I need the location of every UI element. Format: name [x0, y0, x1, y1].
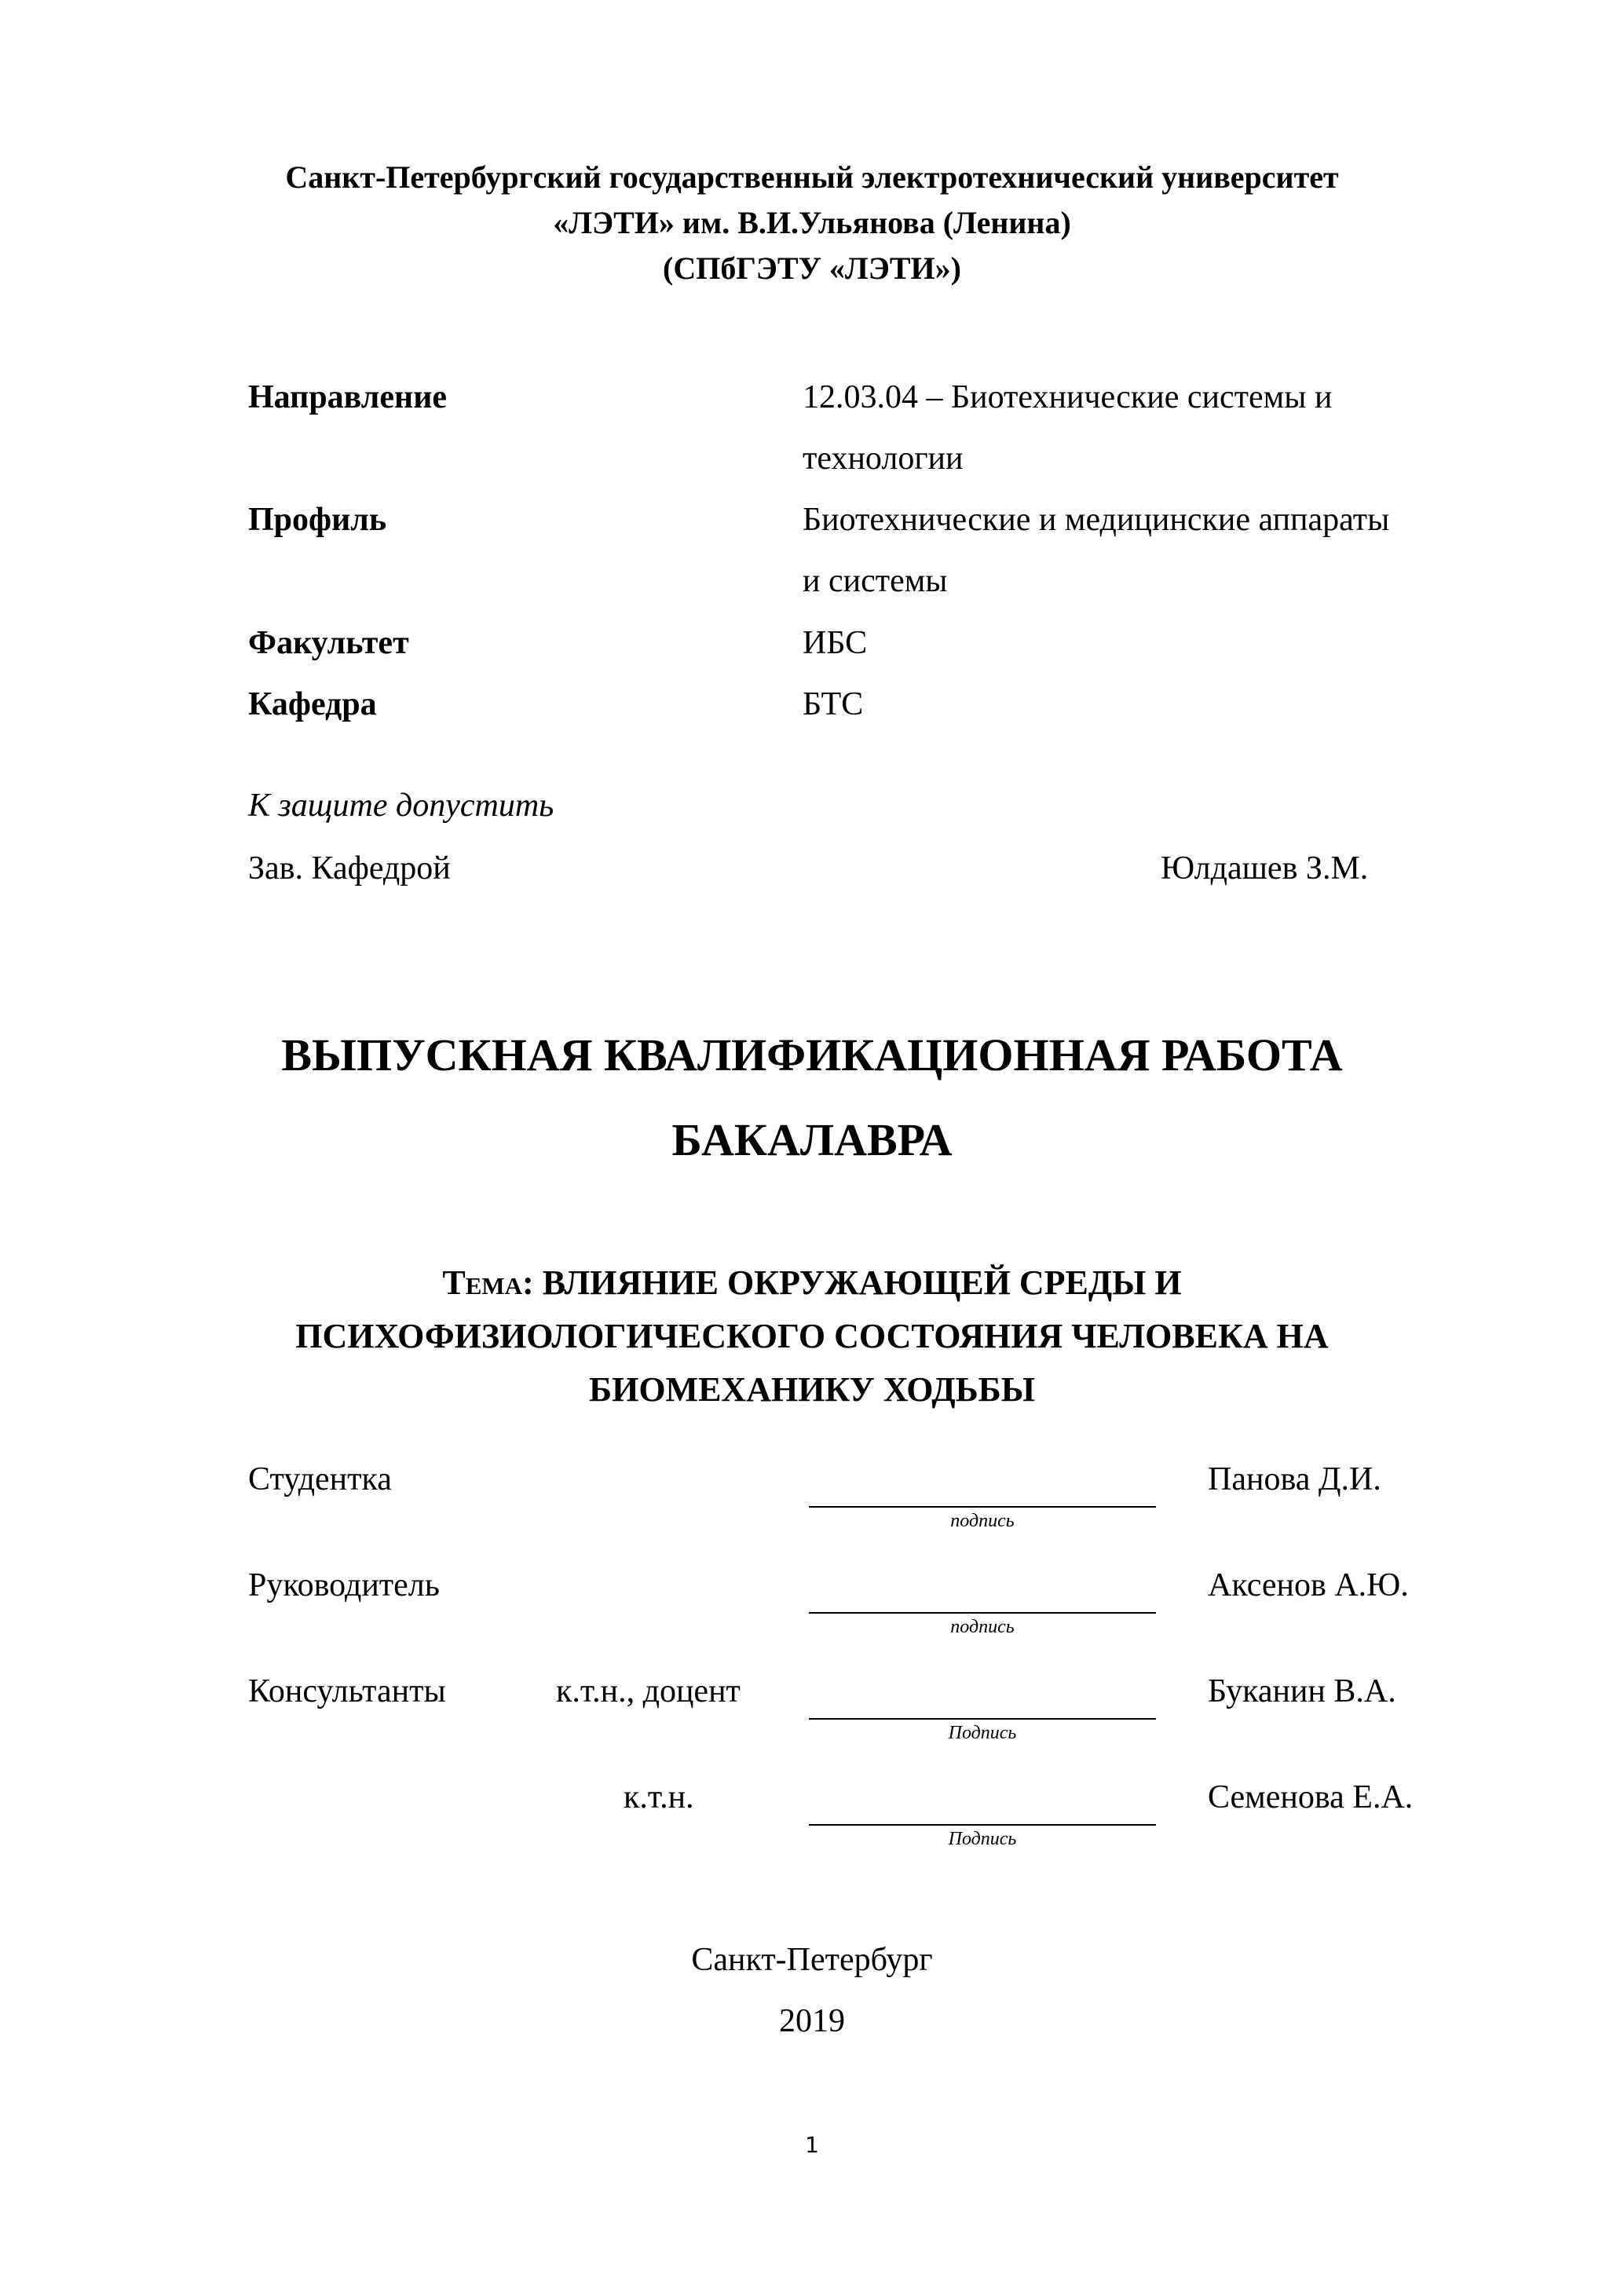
university-name: Санкт-Петербургский государственный электротехнический университет	[285, 159, 1339, 195]
head-of-department-title: Зав. Кафедрой	[248, 850, 451, 887]
university-name-line2: «ЛЭТИ» им. В.И.Ульянова (Ленина)	[553, 205, 1071, 240]
work-title-line2: БАКАЛАВРА	[671, 1114, 953, 1165]
profile-value: Биотехнические и медицинские аппараты	[803, 502, 1390, 538]
page-number: 1	[805, 2132, 819, 2158]
direction-value: 12.03.04 – Биотехнические системы и	[803, 379, 1333, 415]
university-abbreviation: (СПбГЭТУ «ЛЭТИ»)	[663, 250, 961, 286]
signature-name-supervisor: Аксенов А.Ю.	[1208, 1567, 1409, 1603]
profile-value-cont: и системы	[803, 563, 948, 599]
topic-prefix: Тема:	[442, 1263, 534, 1302]
signature-name-consultant2: Семенова Е.А.	[1208, 1779, 1414, 1815]
signature-position-consultant1: к.т.н., доцент	[556, 1673, 741, 1709]
signature-line-supervisor	[809, 1612, 1156, 1614]
signature-name-consultant1: Буканин В.А.	[1208, 1673, 1396, 1709]
faculty-value: ИБС	[803, 625, 868, 661]
topic-line3: БИОМЕХАНИКУ ХОДЬБЫ	[589, 1370, 1035, 1409]
work-title: ВЫПУСКНАЯ КВАЛИФИКАЦИОННАЯ РАБОТА	[281, 1029, 1343, 1080]
signature-line-consultant2	[809, 1824, 1156, 1826]
signature-position-consultant2: к.т.н.	[624, 1779, 694, 1815]
direction-label: Направление	[248, 379, 448, 415]
department-label: Кафедра	[248, 686, 377, 722]
admit-to-defense: К защите допустить	[248, 788, 554, 824]
signature-caption-supervisor: подпись	[950, 1617, 1015, 1637]
signature-line-student	[809, 1506, 1156, 1508]
department-value: БТС	[803, 686, 864, 722]
signature-line-consultant1	[809, 1718, 1156, 1720]
head-of-department-name: Юлдашев З.М.	[1161, 850, 1369, 887]
faculty-label: Факультет	[248, 625, 409, 661]
signature-role-supervisor: Руководитель	[248, 1567, 440, 1603]
signature-role-consultants: Консультанты	[248, 1673, 446, 1709]
topic-line2: ПСИХОФИЗИОЛОГИЧЕСКОГО СОСТОЯНИЯ ЧЕЛОВЕКА НА	[295, 1317, 1329, 1355]
signature-caption-consultant1: Подпись	[948, 1723, 1017, 1743]
profile-label: Профиль	[248, 502, 387, 538]
signature-caption-student: подпись	[950, 1511, 1015, 1531]
direction-value-cont: технологии	[803, 441, 964, 477]
city: Санкт-Петербург	[691, 1942, 933, 1978]
signature-role-student: Студентка	[248, 1461, 392, 1497]
topic-text-line1: ВЛИЯНИЕ ОКРУЖАЮЩЕЙ СРЕДЫ И	[533, 1263, 1182, 1302]
topic-line1	[0, 1259, 1624, 1307]
signature-caption-consultant2: Подпись	[948, 1829, 1017, 1849]
year: 2019	[779, 2003, 845, 2039]
signature-name-student: Панова Д.И.	[1208, 1461, 1381, 1497]
